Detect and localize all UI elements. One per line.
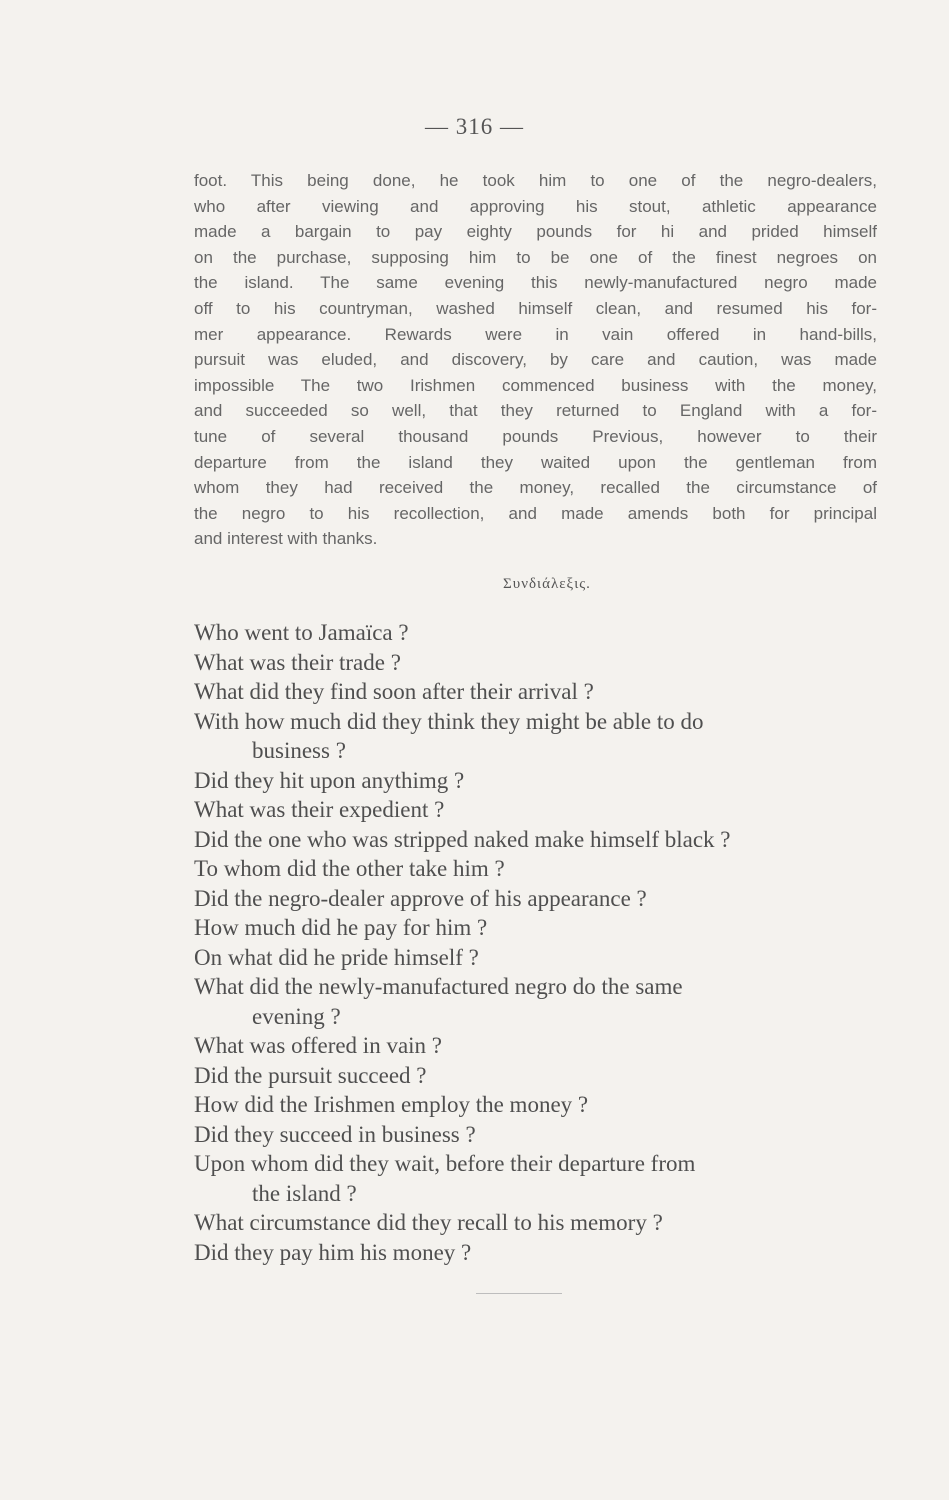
question-item [194,677,884,707]
story-paragraph [194,168,877,552]
paragraph-line: off to his countryman, washed himself clean, and resumed his for- [194,298,877,318]
question-text: Did the pursuit succeed ? [194,1062,427,1088]
paragraph-line: mer appearance. Rewards were in vain offered in hand-bills, [194,324,877,344]
paragraph-line: the negro to his recollection, and made amends both for principal [194,503,877,523]
question-item [194,913,884,943]
question-text: What was offered in vain ? [194,1033,443,1058]
paragraph-line: on the purchase, supposing him to be one of the finest negroes on [194,247,877,267]
question-text: What did the newly-manufactured negro do the same [194,974,683,999]
question-text: What was their trade ? [194,649,401,675]
question-item [194,884,884,914]
question-text: What circumstance did they recall to his memory ? [194,1210,663,1235]
paragraph-line: and succeeded so well, that they returned to England with a for- [194,401,877,421]
question-item [194,1120,884,1150]
paragraph-line: who after viewing and approving his stout, athletic appearance [194,196,877,216]
question-text: Did they pay him his money ? [194,1239,472,1265]
question-item [194,1149,884,1208]
question-continuation: business ? [252,738,346,763]
closing-rule [476,1293,562,1294]
question-item [194,972,884,1031]
question-item [194,648,884,678]
question-item [194,618,884,648]
question-item [194,707,884,766]
question-continuation: evening ? [252,1003,341,1029]
question-continuation: the island ? [252,1180,357,1206]
paragraph-line: foot. This being done, he took him to one of the negro-dealers, [194,171,877,190]
question-text: What was their expedient ? [194,797,445,822]
paragraph-line: whom they had received the money, recalled the circumstance of [194,478,877,498]
question-item [194,795,884,825]
paragraph-line: made a bargain to pay eighty pounds for hi and prided himself [194,222,877,242]
question-item [194,943,884,973]
question-text: Did they succeed in business ? [194,1121,476,1147]
question-text: Did they hit upon anythimg ? [194,767,465,793]
paragraph-line: pursuit was eluded, and discovery, by care and caution, was made [194,350,877,370]
paragraph-line: and interest with thanks. [194,529,378,549]
paragraph-line: departure from the island they waited upon the gentleman from [194,452,877,472]
paragraph-line: tune of several thousand pounds Previous, however to their [194,426,877,446]
question-text: What did they find soon after their arrival ? [194,679,594,704]
question-item [194,766,884,796]
question-text: On what did he pride himself ? [194,944,479,970]
question-text: Who went to Jamaïca ? [194,620,409,645]
question-text: To whom did the other take him ? [194,856,505,881]
question-text: Upon whom did they wait, before their departure from [194,1151,696,1176]
question-item [194,825,884,855]
paragraph-line: the island. The same evening this newly-manufactured negro made [194,273,877,293]
question-list [194,618,884,1267]
question-text: With how much did they think they might be able to do [194,708,704,734]
question-text: How did the Irishmen employ the money ? [194,1092,589,1117]
question-text: Did the negro-dealer approve of his appearance ? [194,885,647,911]
page-number: — 316 — [425,114,524,139]
paragraph-line: impossible The two Irishmen commenced business with the money, [194,375,877,395]
question-item [194,854,884,884]
question-item [194,1031,884,1061]
question-text: How much did he pay for him ? [194,915,488,940]
question-item [194,1090,884,1120]
question-item [194,1208,884,1238]
question-item [194,1061,884,1091]
question-item [194,1238,884,1268]
section-heading: Συνδιάλεξις. [503,576,591,592]
question-text: Did the one who was stripped naked make himself black ? [194,826,731,852]
